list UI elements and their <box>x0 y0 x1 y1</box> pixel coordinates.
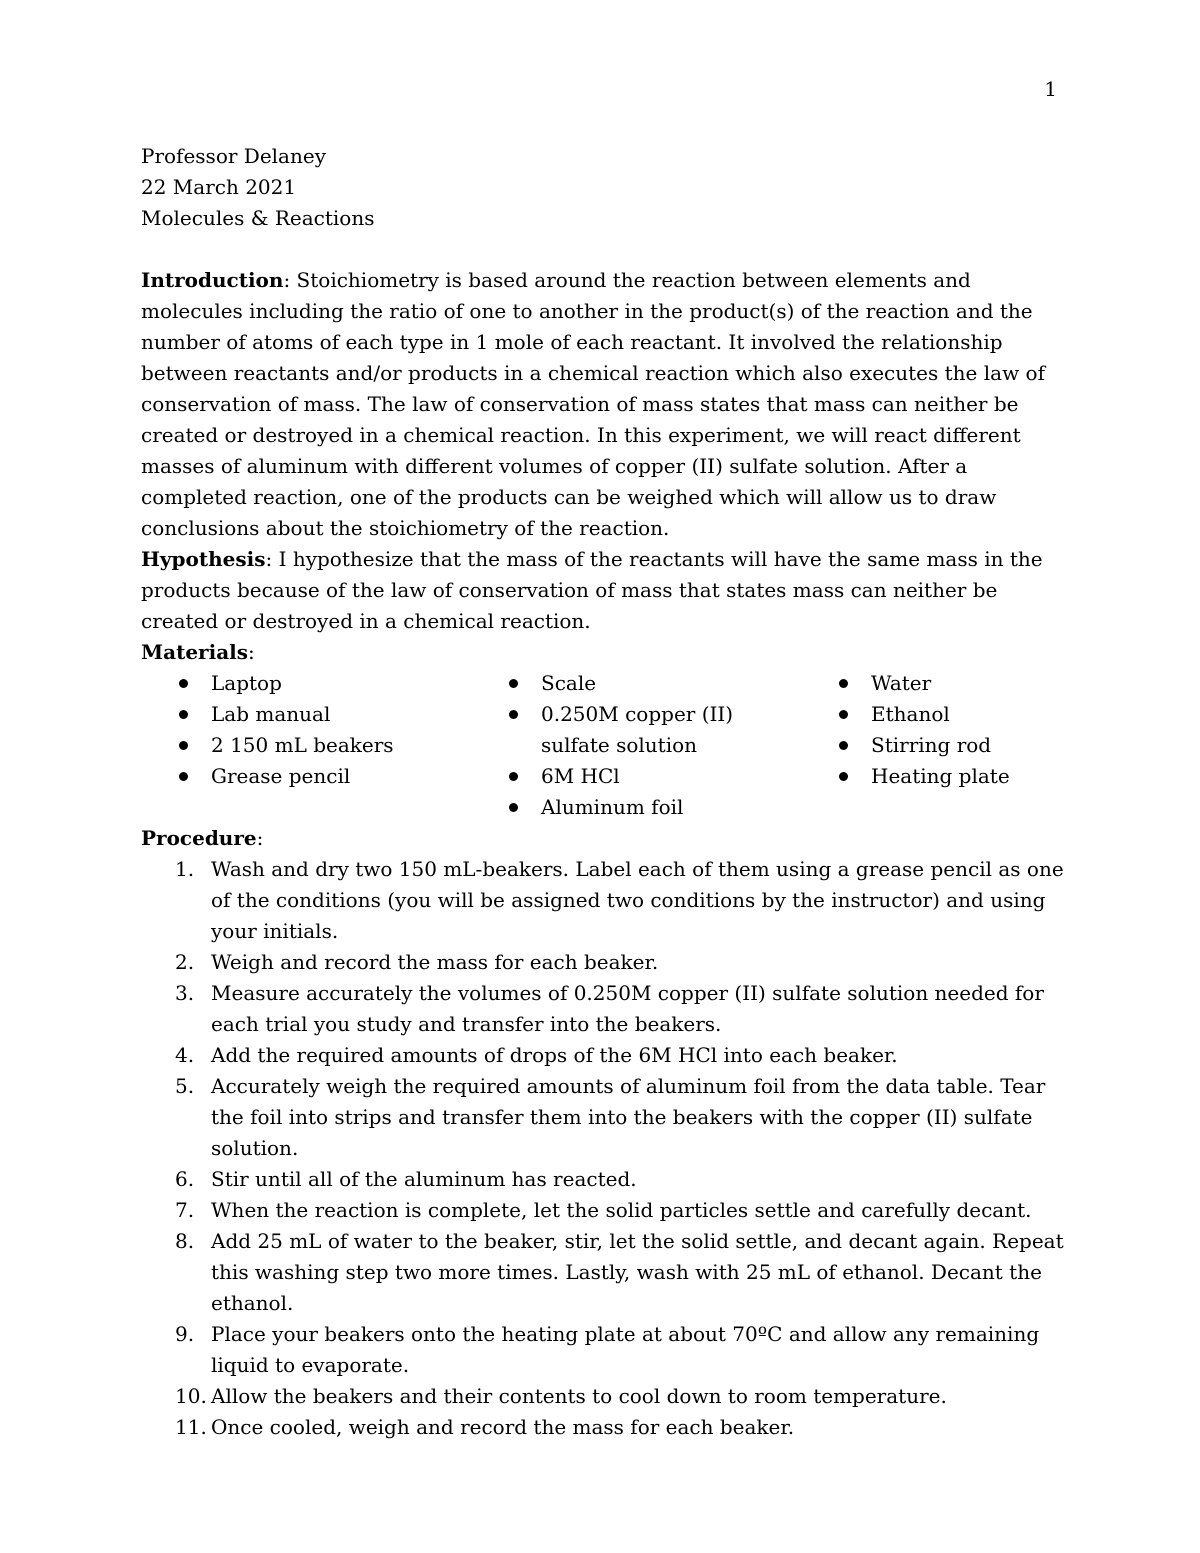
material-text: Stirring rod <box>871 733 992 757</box>
step-text: Accurately weigh the required amounts of aluminum foil from the data table. Tear the foil into strips and transfer them into the beakers with the copper (II) sulfate solution. <box>211 1074 1046 1160</box>
step-number: 7. <box>175 1198 195 1222</box>
procedure-list <box>141 854 1066 1443</box>
procedure-heading <box>141 823 1066 854</box>
step-text: When the reaction is complete, let the solid particles settle and carefully decant. <box>211 1198 1032 1222</box>
procedure-label: Procedure <box>141 826 257 850</box>
step-number: 6. <box>175 1167 195 1191</box>
procedure-step <box>141 978 1066 1040</box>
material-item <box>801 730 1066 761</box>
introduction-text: : Stoichiometry is based around the reaction between elements and molecules including the ratio of one to another in the product(s) of the reaction and the number of atoms of each type in 1 mole of each reactant. It involved the relationship between reactants and/or products in a chemical reaction which also executes the law of conservation of mass. The law of conservation of mass states that mass can neither be created or destroyed in a chemical reaction. In this experiment, we will react different masses of aluminum with different volumes of copper (II) sulfate solution. After a completed reaction, one of the products can be weighed which will allow us to draw conclusions about the stoichiometry of the reaction. <box>141 268 1045 540</box>
step-number: 11. <box>175 1415 207 1439</box>
bullet-icon <box>179 741 188 750</box>
material-item <box>801 668 1066 699</box>
material-item <box>471 761 801 792</box>
step-number: 4. <box>175 1043 195 1067</box>
materials-column-1 <box>141 668 471 823</box>
bullet-icon <box>839 772 848 781</box>
bullet-icon <box>509 679 518 688</box>
step-number: 10. <box>175 1384 207 1408</box>
step-text: Add the required amounts of drops of the 6M HCl into each beaker. <box>211 1043 898 1067</box>
procedure-step <box>141 1412 1066 1443</box>
step-text: Weigh and record the mass for each beaker. <box>211 950 659 974</box>
material-item <box>801 699 1066 730</box>
step-text: Stir until all of the aluminum has reacted. <box>211 1167 637 1191</box>
course-name: Molecules & Reactions <box>141 206 375 230</box>
page-number: 1 <box>1044 77 1057 101</box>
professor-name: Professor Delaney <box>141 144 326 168</box>
material-text: Heating plate <box>871 764 1010 788</box>
step-text: Place your beakers onto the heating plate at about 70ºC and allow any remaining liquid to evaporate. <box>211 1322 1040 1377</box>
materials-colon: : <box>248 640 255 664</box>
material-text: 2 150 mL beakers <box>211 733 394 757</box>
step-number: 2. <box>175 950 195 974</box>
material-item <box>141 730 471 761</box>
material-text: Laptop <box>211 671 282 695</box>
procedure-step <box>141 1319 1066 1381</box>
materials-label: Materials <box>141 640 249 664</box>
bullet-icon <box>839 679 848 688</box>
material-item <box>141 668 471 699</box>
step-number: 1. <box>175 857 195 881</box>
introduction-label: Introduction <box>141 268 284 292</box>
hypothesis-paragraph <box>141 544 1066 637</box>
step-number: 3. <box>175 981 195 1005</box>
step-number: 9. <box>175 1322 195 1346</box>
step-text: Wash and dry two 150 mL-beakers. Label each of them using a grease pencil as one of the conditions (you will be assigned two conditions by the instructor) and using your initials. <box>211 857 1064 943</box>
materials-list <box>141 668 1066 823</box>
material-text: 6M HCl <box>541 764 620 788</box>
materials-column-3 <box>801 668 1066 823</box>
bullet-icon <box>839 741 848 750</box>
document-date: 22 March 2021 <box>141 175 297 199</box>
material-text: Aluminum foil <box>541 795 684 819</box>
material-text: Water <box>871 671 932 695</box>
procedure-step <box>141 1040 1066 1071</box>
introduction-paragraph <box>141 265 1066 544</box>
procedure-colon: : <box>256 826 264 850</box>
material-text: Scale <box>541 671 597 695</box>
procedure-step <box>141 1381 1066 1412</box>
step-text: Once cooled, weigh and record the mass for each beaker. <box>211 1415 795 1439</box>
material-text: Lab manual <box>211 702 331 726</box>
procedure-step <box>141 1164 1066 1195</box>
materials-heading <box>141 637 1066 668</box>
material-item <box>471 668 801 699</box>
procedure-step <box>141 854 1066 947</box>
hypothesis-text: : I hypothesize that the mass of the reactants will have the same mass in the products because of the law of conservation of mass that states mass can neither be created or destroyed in a chemical reaction. <box>141 547 1043 633</box>
material-item <box>141 761 471 792</box>
step-text: Add 25 mL of water to the beaker, stir, let the solid settle, and decant again. Repeat this washing step two more times. Lastly, wash with 25 mL of ethanol. Decant the ethanol. <box>211 1229 1064 1315</box>
material-item <box>471 699 801 761</box>
bullet-icon <box>509 710 518 719</box>
bullet-icon <box>839 710 848 719</box>
step-number: 5. <box>175 1074 195 1098</box>
materials-column-2 <box>471 668 801 823</box>
hypothesis-label: Hypothesis <box>141 547 266 571</box>
procedure-step <box>141 1226 1066 1319</box>
bullet-icon <box>509 772 518 781</box>
material-text: Grease pencil <box>211 764 351 788</box>
material-item <box>141 699 471 730</box>
step-text: Measure accurately the volumes of 0.250M copper (II) sulfate solution needed for each trial you study and transfer into the beakers. <box>211 981 1044 1036</box>
bullet-icon <box>179 710 188 719</box>
bullet-icon <box>179 772 188 781</box>
material-text: Ethanol <box>871 702 950 726</box>
step-number: 8. <box>175 1229 195 1253</box>
procedure-step <box>141 947 1066 978</box>
material-item <box>801 761 1066 792</box>
material-text: 0.250M copper (II) sulfate solution <box>541 702 734 757</box>
material-item <box>471 792 801 823</box>
bullet-icon <box>509 803 518 812</box>
bullet-icon <box>179 679 188 688</box>
document-body <box>141 141 1066 1443</box>
procedure-step <box>141 1195 1066 1226</box>
spacer <box>141 234 1066 265</box>
step-text: Allow the beakers and their contents to cool down to room temperature. <box>211 1384 947 1408</box>
procedure-step <box>141 1071 1066 1164</box>
